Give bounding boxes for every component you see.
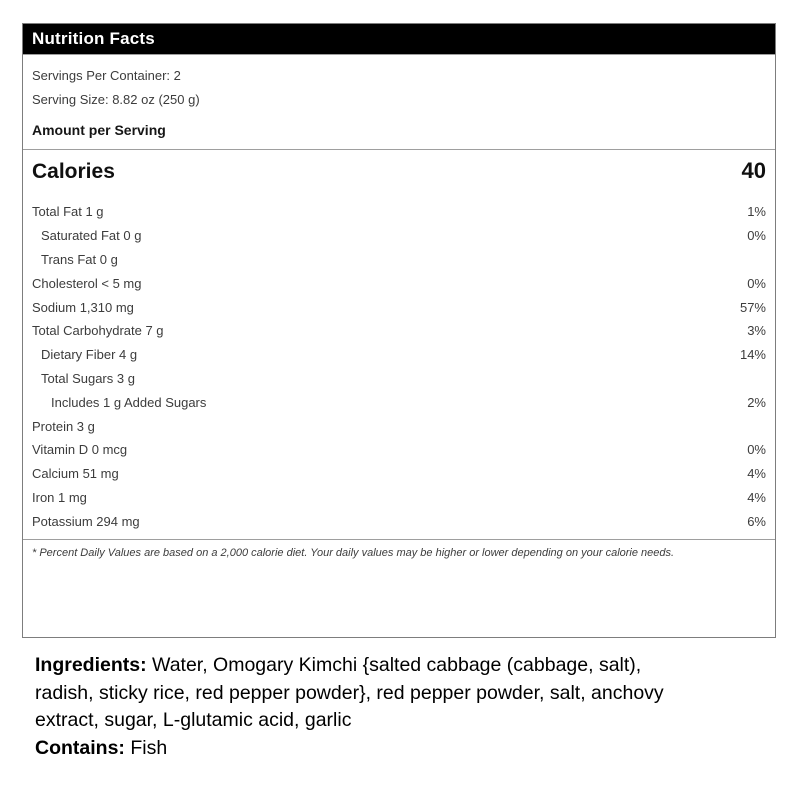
nutrient-row <box>32 414 766 438</box>
ingredients-line: extract, sugar, L-glutamic acid, garlic <box>35 709 352 731</box>
nutrient-name: Total Carbohydrate 7 g <box>32 323 164 339</box>
nutrient-daily-value: 1% <box>747 204 766 220</box>
nutrient-name: Vitamin D 0 mcg <box>32 442 128 458</box>
nutrient-daily-value: 2% <box>747 394 766 410</box>
nutrient-rows <box>23 200 775 533</box>
ingredients-heading: Ingredients: <box>35 654 147 676</box>
nutrient-row <box>32 295 766 319</box>
nutrient-row <box>32 486 766 510</box>
serving-size: Serving Size: 8.82 oz (250 g) <box>32 92 200 107</box>
daily-value-footnote: * Percent Daily Values are based on a 2,000 calorie diet. Your daily values may be higher or lower depending on your calorie needs. <box>32 547 675 560</box>
calories-label: Calories <box>32 160 115 183</box>
nutrient-name: Iron 1 mg <box>32 489 87 505</box>
serving-info-section <box>23 55 775 112</box>
nutrient-daily-value: 4% <box>747 489 766 505</box>
nutrient-row <box>32 200 766 224</box>
calories-value: 40 <box>741 158 766 183</box>
nutrient-name: Sodium 1,310 mg <box>32 299 134 315</box>
nutrient-row <box>32 509 766 533</box>
nutrient-row <box>32 390 766 414</box>
nutrient-daily-value: 0% <box>747 442 766 458</box>
ingredients-line <box>35 652 775 680</box>
nutrient-row <box>32 319 766 343</box>
nutrient-row <box>32 224 766 248</box>
nutrient-name: Total Sugars 3 g <box>41 370 135 386</box>
calories-row <box>23 150 775 200</box>
nutrient-row <box>32 271 766 295</box>
nutrient-name: Trans Fat 0 g <box>41 251 118 267</box>
nutrition-facts-panel <box>22 23 776 638</box>
nutrient-daily-value: 0% <box>747 275 766 291</box>
nutrient-daily-value: 3% <box>747 323 766 339</box>
amount-per-serving-heading: Amount per Serving <box>32 122 166 138</box>
nutrient-name: Dietary Fiber 4 g <box>41 347 138 363</box>
nutrient-name: Protein 3 g <box>32 418 95 434</box>
contains-text: Fish <box>124 736 168 759</box>
contains-heading: Contains: <box>35 736 125 759</box>
nutrient-row <box>32 343 766 367</box>
servings-per-container: Servings Per Container: 2 <box>32 68 181 83</box>
nutrient-name: Calcium 51 mg <box>32 466 119 482</box>
nutrient-row <box>32 462 766 486</box>
nutrient-daily-value: 0% <box>747 228 766 244</box>
nutrient-name: Saturated Fat 0 g <box>41 228 142 244</box>
nutrient-name: Cholesterol < 5 mg <box>32 275 142 291</box>
nutrient-daily-value: 4% <box>747 466 766 482</box>
label-title-bar <box>23 24 775 55</box>
nutrient-row <box>32 438 766 462</box>
ingredients-line: radish, sticky rice, red pepper powder}, red pepper powder, salt, anchovy <box>35 681 664 704</box>
ingredients-text: Water, Omogary Kimchi {salted cabbage (cabbage, salt), <box>146 654 642 676</box>
nutrient-name: Includes 1 g Added Sugars <box>51 394 207 410</box>
nutrient-daily-value: 57% <box>739 299 766 315</box>
nutrient-daily-value: 6% <box>747 513 766 529</box>
contains-line <box>35 735 775 763</box>
ingredients-section <box>35 652 775 762</box>
nutrient-daily-value: 14% <box>739 347 766 363</box>
nutrient-row <box>32 367 766 391</box>
label-title: Nutrition Facts <box>32 29 155 48</box>
nutrient-name: Total Fat 1 g <box>32 204 104 220</box>
nutrient-name: Potassium 294 mg <box>32 513 140 529</box>
nutrient-row <box>32 248 766 272</box>
